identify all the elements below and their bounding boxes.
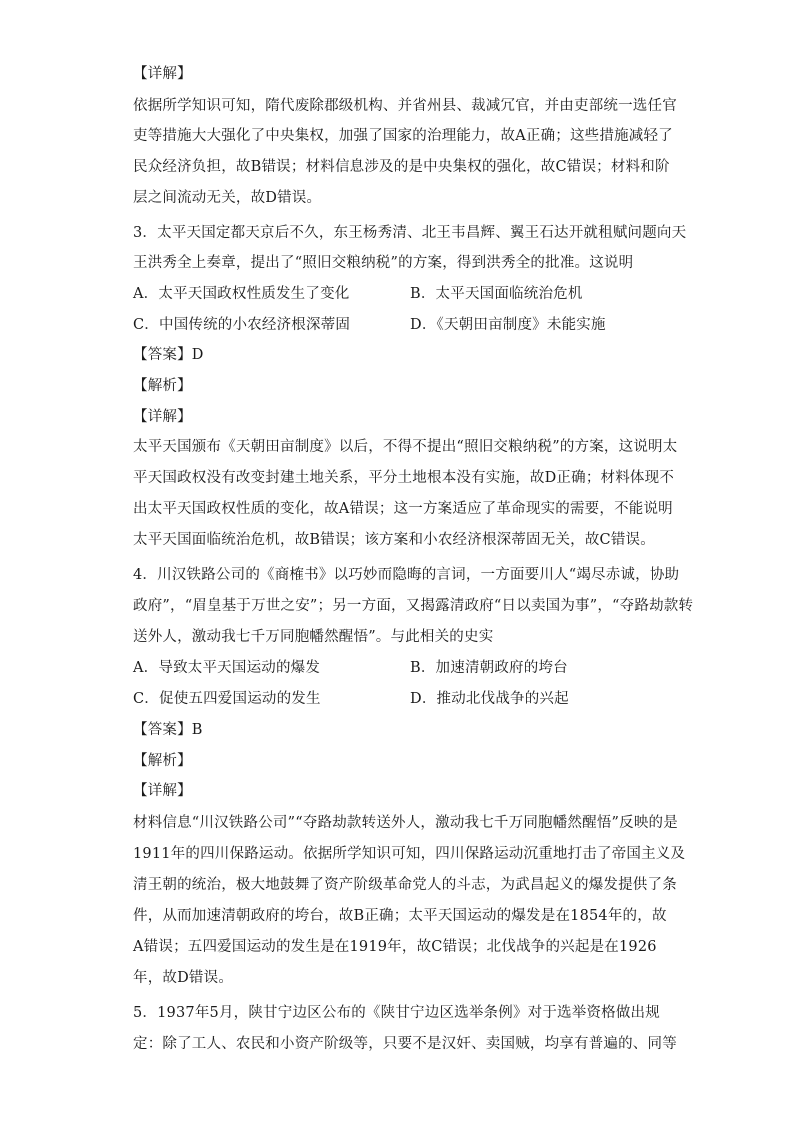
q4-analysis-tag: 【解析】 [133, 753, 192, 769]
q2-detail-tag: 【详解】 [133, 66, 192, 82]
q3-detail-line: 太平天国面临统治危机，故B错误；该方案和小农经济根深蒂固无关，故C错误。 [133, 532, 655, 548]
q3-detail-line: 出太平天国政权性质的变化，故A错误；这一方案适应了革命现实的需要，不能说明 [133, 501, 673, 517]
q4-detail-line: 清王朝的统治，极大地鼓舞了资产阶级革命党人的斗志，为武昌起义的爆发提供了条 [133, 877, 677, 893]
q4-detail-line: 材料信息“川汉铁路公司”“夺路劫款转送外人，激动我七千万同胞幡然醒悟”反映的是 [133, 815, 678, 831]
q3-option-a: A．太平天国政权性质发生了变化 [133, 286, 350, 302]
q4-stem-line: 政府”，“眉皇基于万世之安”；另一方面，又揭露清政府“日以卖国为事”，“夺路劫款转 [133, 598, 694, 614]
q4-option-d: D．推动北伐战争的兴起 [410, 691, 569, 707]
q3-stem-line: 王洪秀全上奏章，提出了“照旧交粮纳税”的方案，得到洪秀全的批准。这说明 [133, 255, 634, 271]
q3-analysis-tag: 【解析】 [133, 378, 192, 394]
q5-stem-line: 5．1937年5月，陕甘宁边区公布的《陕甘宁边区选举条例》对于选举资格做出规 [133, 1005, 660, 1021]
q4-detail-tag: 【详解】 [133, 783, 192, 799]
q4-detail-line: 年，故D错误。 [133, 970, 234, 986]
q3-detail-line: 平天国政权没有改变封建土地关系，平分土地根本没有实施，故D正确；材料体现不 [133, 470, 675, 486]
q3-option-c: C．中国传统的小农经济根深蒂固 [133, 317, 351, 333]
q4-option-c: C．促使五四爱国运动的发生 [133, 691, 321, 707]
q2-detail-line: 吏等措施大大强化了中央集权，加强了国家的治理能力，故A正确；这些措施减轻了 [133, 128, 673, 144]
q5-stem-line: 定：除了工人、农民和小资产阶级等，只要不是汉奸、卖国贼，均享有普遍的、同等 [133, 1036, 677, 1052]
q4-stem-line: 送外人，激动我七千万同胞幡然醒悟”。与此相关的史实 [133, 629, 494, 645]
q4-detail-line: 件，从而加速清朝政府的垮台，故B正确；太平天国运动的爆发是在1854年的，故 [133, 908, 667, 924]
q4-answer: 【答案】B [133, 722, 203, 738]
q3-answer: 【答案】D [133, 347, 204, 363]
q4-option-a: A．导致太平天国运动的爆发 [133, 660, 321, 676]
q3-detail-line: 太平天国颁布《天朝田亩制度》以后，不得不提出“照旧交粮纳税”的方案，这说明太 [133, 439, 678, 455]
q3-option-d: D．《天朝田亩制度》未能实施 [410, 317, 606, 333]
q4-detail-line: 1911年的四川保路运动。依据所学知识可知，四川保路运动沉重地打击了帝国主义及 [133, 846, 686, 862]
q2-detail-line: 层之间流动无关，故D错误。 [133, 190, 322, 206]
q4-detail-line: A错误；五四爱国运动的发生是在1919年，故C错误；北伐战争的兴起是在1926 [133, 939, 657, 955]
q2-detail-line: 依据所学知识可知，隋代废除郡级机构、并省州县、裁减冗官，并由吏部统一选任官 [133, 98, 677, 114]
q4-option-b: B．加速清朝政府的垮台 [410, 660, 568, 676]
q3-stem-line: 3．太平天国定都天京后不久，东王杨秀清、北王韦昌辉、翼王石达开就租赋问题向天 [133, 225, 687, 241]
q3-detail-tag: 【详解】 [133, 409, 192, 425]
q2-detail-line: 民众经济负担，故B错误；材料信息涉及的是中央集权的强化，故C错误；材料和阶 [133, 159, 670, 175]
q3-option-b: B．太平天国面临统治危机 [410, 286, 583, 302]
q4-stem-line: 4．川汉铁路公司的《商榷书》以巧妙而隐晦的言词，一方面要川人“竭尽赤诚，协助 [133, 567, 680, 583]
